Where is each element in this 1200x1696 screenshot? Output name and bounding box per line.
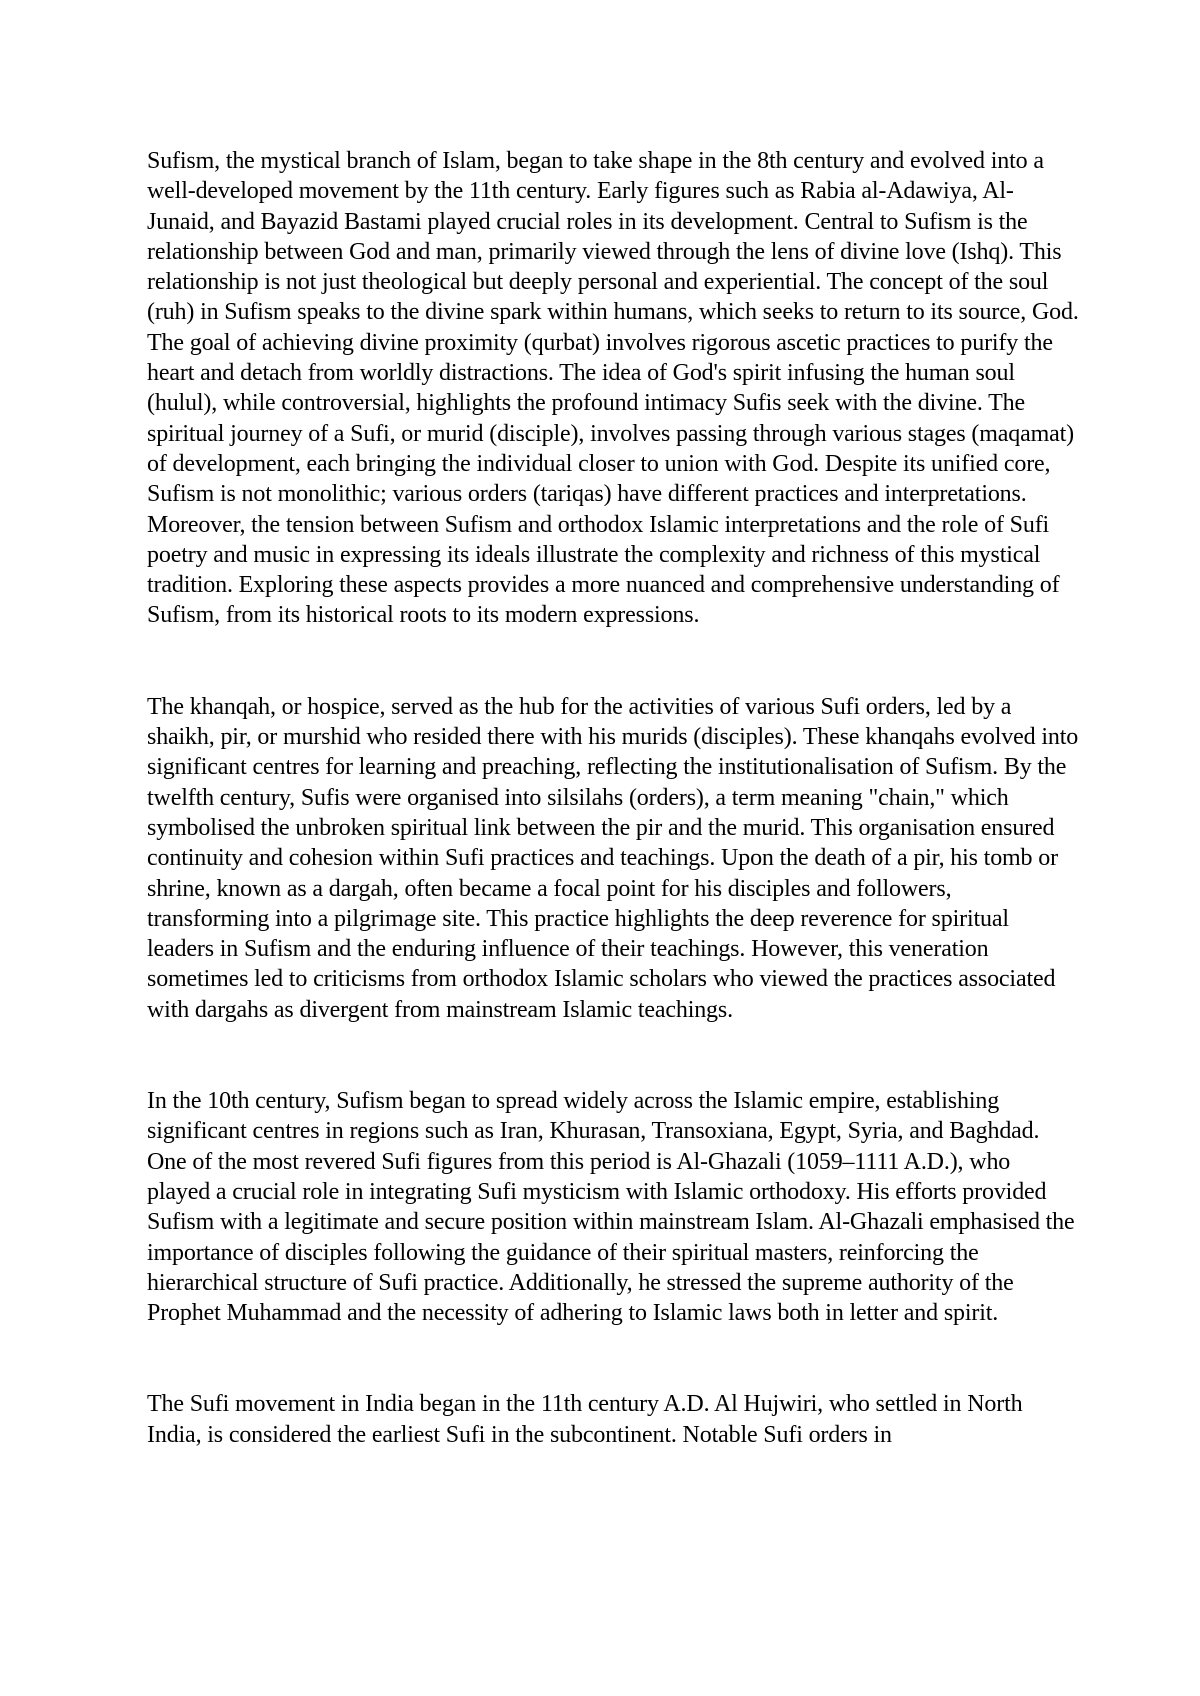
paragraph-khanqah: The khanqah, or hospice, served as the hub for the activities of various Sufi orders, led by a shaikh, pir, or murshid who resided there with his murids (disciples). These khanqahs evolved into significant centres for learning and preaching, reflecting the institutionalisation of Sufism. By the twelfth century, Sufis were organised into silsilahs (orders), a term meaning "chain," which symbolised the unbroken spiritual link between the pir and the murid. This organisation ensured continuity and cohesion within Sufi practices and teachings. Upon the death of a pir, his tomb or shrine, known as a dargah, often became a focal point for his disciples and followers, transforming into a pilgrimage site. This practice highlights the deep reverence for spiritual leaders in Sufism and the enduring influence of their teachings. However, this veneration sometimes led to criticisms from orthodox Islamic scholars who viewed the practices associated with dargahs as divergent from mainstream Islamic teachings.	[147, 693, 1079, 1023]
paragraph-sufism-overview: Sufism, the mystical branch of Islam, began to take shape in the 8th century and evolved into a well-developed movement by the 11th century. Early figures such as Rabia al-Adawiya, Al-Junaid, and Bayazid Bastami played crucial roles in its development. Central to Sufism is the relationship between God and man, primarily viewed through the lens of divine love (Ishq). This relationship is not just theological but deeply personal and experiential. The concept of the soul (ruh) in Sufism speaks to the divine spark within humans, which seeks to return to its source, God. The goal of achieving divine proximity (qurbat) involves rigorous ascetic practices to purify the heart and detach from worldly distractions. The idea of God's spirit infusing the human soul (hulul), while controversial, highlights the profound intimacy Sufis seek with the divine. The spiritual journey of a Sufi, or murid (disciple), involves passing through various stages (maqamat) of development, each bringing the individual closer to union with God. Despite its unified core, Sufism is not monolithic; various orders (tariqas) have different practices and interpretations. Moreover, the tension between Sufism and orthodox Islamic interpretations and the role of Sufi poetry and music in expressing its ideals illustrate the complexity and richness of this mystical tradition. Exploring these aspects provides a more nuanced and comprehensive understanding of Sufism, from its historical roots to its modern expressions.	[147, 148, 1079, 629]
document-body	[147, 146, 1079, 1450]
paragraph-sufi-india: The Sufi movement in India began in the 11th century A.D. Al Hujwiri, who settled in North India, is considered the earliest Sufi in the subcontinent. Notable Sufi orders in	[147, 1391, 1023, 1448]
paragraph-tenth-century: In the 10th century, Sufism began to spread widely across the Islamic empire, establishing significant centres in regions such as Iran, Khurasan, Transoxiana, Egypt, Syria, and Baghdad. One of the most revered Sufi figures from this period is Al-Ghazali (1059–1111 A.D.), who played a crucial role in integrating Sufi mysticism with Islamic orthodoxy. His efforts provided Sufism with a legitimate and secure position within mainstream Islam. Al-Ghazali emphasised the importance of disciples following the guidance of their spiritual masters, reinforcing the hierarchical structure of Sufi practice. Additionally, he stressed the supreme authority of the Prophet Muhammad and the necessity of adhering to Islamic laws both in letter and spirit.	[147, 1088, 1075, 1327]
